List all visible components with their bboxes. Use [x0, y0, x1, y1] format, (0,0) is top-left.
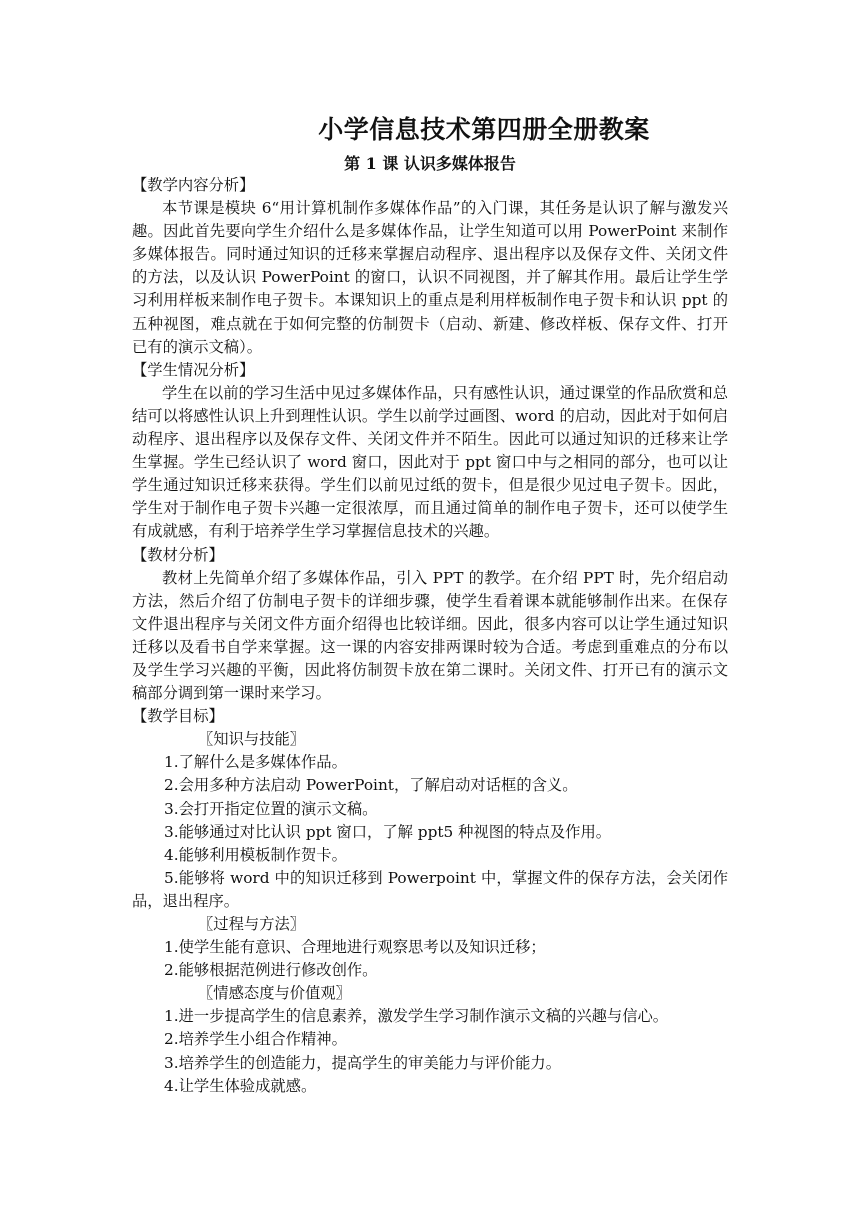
goal-item: 2.能够根据范例进行修改创作。 — [164, 961, 378, 980]
goal-item: 1.使学生能有意识、合理地进行观察思考以及知识迁移； — [164, 938, 546, 957]
section-heading-student-analysis: 【学生情况分析】 — [132, 360, 255, 379]
section-heading-content-analysis: 【教学内容分析】 — [132, 176, 255, 194]
goal-subheading-knowledge: 〖知识与技能〗 — [198, 730, 306, 749]
student-analysis-paragraph: 学生在以前的学习生活中见过多媒体作品，只有感性认识，通过课堂的作品欣赏和总结可以将感性认识上升到理性认识。学生以前学过画图、word 的启动，因此对于如何启动程序、退出程序以及保存文件、关闭文件并不陌生。因此可以通过知识的迁移来让学生掌握。学生已经认识了 word 窗口，因此对于 ppt 窗口中与之相同的部分，也可以让学生通过知识迁移来获得。学生们以前见过纸的贺卡，但是很少见过电子贺卡。因此，学生对于制作电子贺卡兴趣一定很浓厚，而且通过简单的制作电子贺卡，还可以使学生有成就感，有利于培养学生学习掌握信息技术的兴趣。 — [132, 383, 728, 541]
goal-item: 1.了解什么是多媒体作品。 — [164, 753, 347, 772]
document-title: 小学信息技术第四册全册教案 — [318, 115, 650, 144]
section-heading-textbook-analysis: 【教材分析】 — [132, 545, 224, 564]
goal-item: 2.培养学生小组合作精神。 — [164, 1030, 347, 1049]
goal-subheading-process: 〖过程与方法〗 — [198, 915, 306, 933]
content-analysis-paragraph: 本节课是模块 6“用计算机制作多媒体作品”的入门课，其任务是认识了解与激发兴趣。因此首先要向学生介绍什么是多媒体作品，让学生知道可以用 PowerPoint 来制作多媒体报告。同时通过知识的迁移来掌握启动程序、退出程序以及保存文件、关闭文件的方法，以及认识 PowerPoint 的窗口，认识不同视图，并了解其作用。最后让学生学习利用样板来制作电子贺卡。本课知识上的重点是利用样板制作电子贺卡和认识 ppt 的五种视图，难点就在于如何完整的仿制贺卡（启动、新建、修改样板、保存文件、打开已有的演示文稿）。 — [132, 199, 728, 356]
document-body — [132, 174, 728, 1098]
goal-item: 3.培养学生的创造能力，提高学生的审美能力与评价能力。 — [164, 1053, 562, 1072]
goal-item: 3.会打开指定位置的演示文稿。 — [164, 799, 378, 818]
goal-item: 4.能够利用模板制作贺卡。 — [164, 845, 347, 864]
goal-item: 4.让学生体验成就感。 — [164, 1076, 317, 1095]
lesson-subtitle: 第 1 课 认识多媒体报告 — [344, 154, 516, 173]
goal-item: 3.能够通过对比认识 ppt 窗口，了解 ppt5 种视图的特点及作用。 — [164, 822, 612, 841]
textbook-analysis-paragraph: 教材上先简单介绍了多媒体作品，引入 PPT 的教学。在介绍 PPT 时，先介绍启动方法，然后介绍了仿制电子贺卡的详细步骤，使学生看着课本就能够制作出来。在保存文件退出程序与关闭文件方面介绍得也比较详细。因此，很多内容可以让学生通过知识迁移以及看书自学来掌握。这一课的内容安排两课时较为合适。考虑到重难点的分布以及学生学习兴趣的平衡，因此将仿制贺卡放在第二课时。关闭文件、打开已有的演示文稿部分调到第一课时来学习。 — [132, 568, 728, 703]
goal-item: 1.进一步提高学生的信息素养，激发学生学习制作演示文稿的兴趣与信心。 — [164, 1007, 669, 1026]
goal-item: 2.会用多种方法启动 PowerPoint，了解启动对话框的含义。 — [164, 776, 578, 795]
section-heading-goals: 【教学目标】 — [132, 707, 224, 726]
goal-subheading-emotion: 〖情感态度与价值观〗 — [198, 984, 351, 1003]
goal-item: 5.能够将 word 中的知识迁移到 Powerpoint 中，掌握文件的保存方法，会关闭作品，退出程序。 — [132, 868, 728, 910]
